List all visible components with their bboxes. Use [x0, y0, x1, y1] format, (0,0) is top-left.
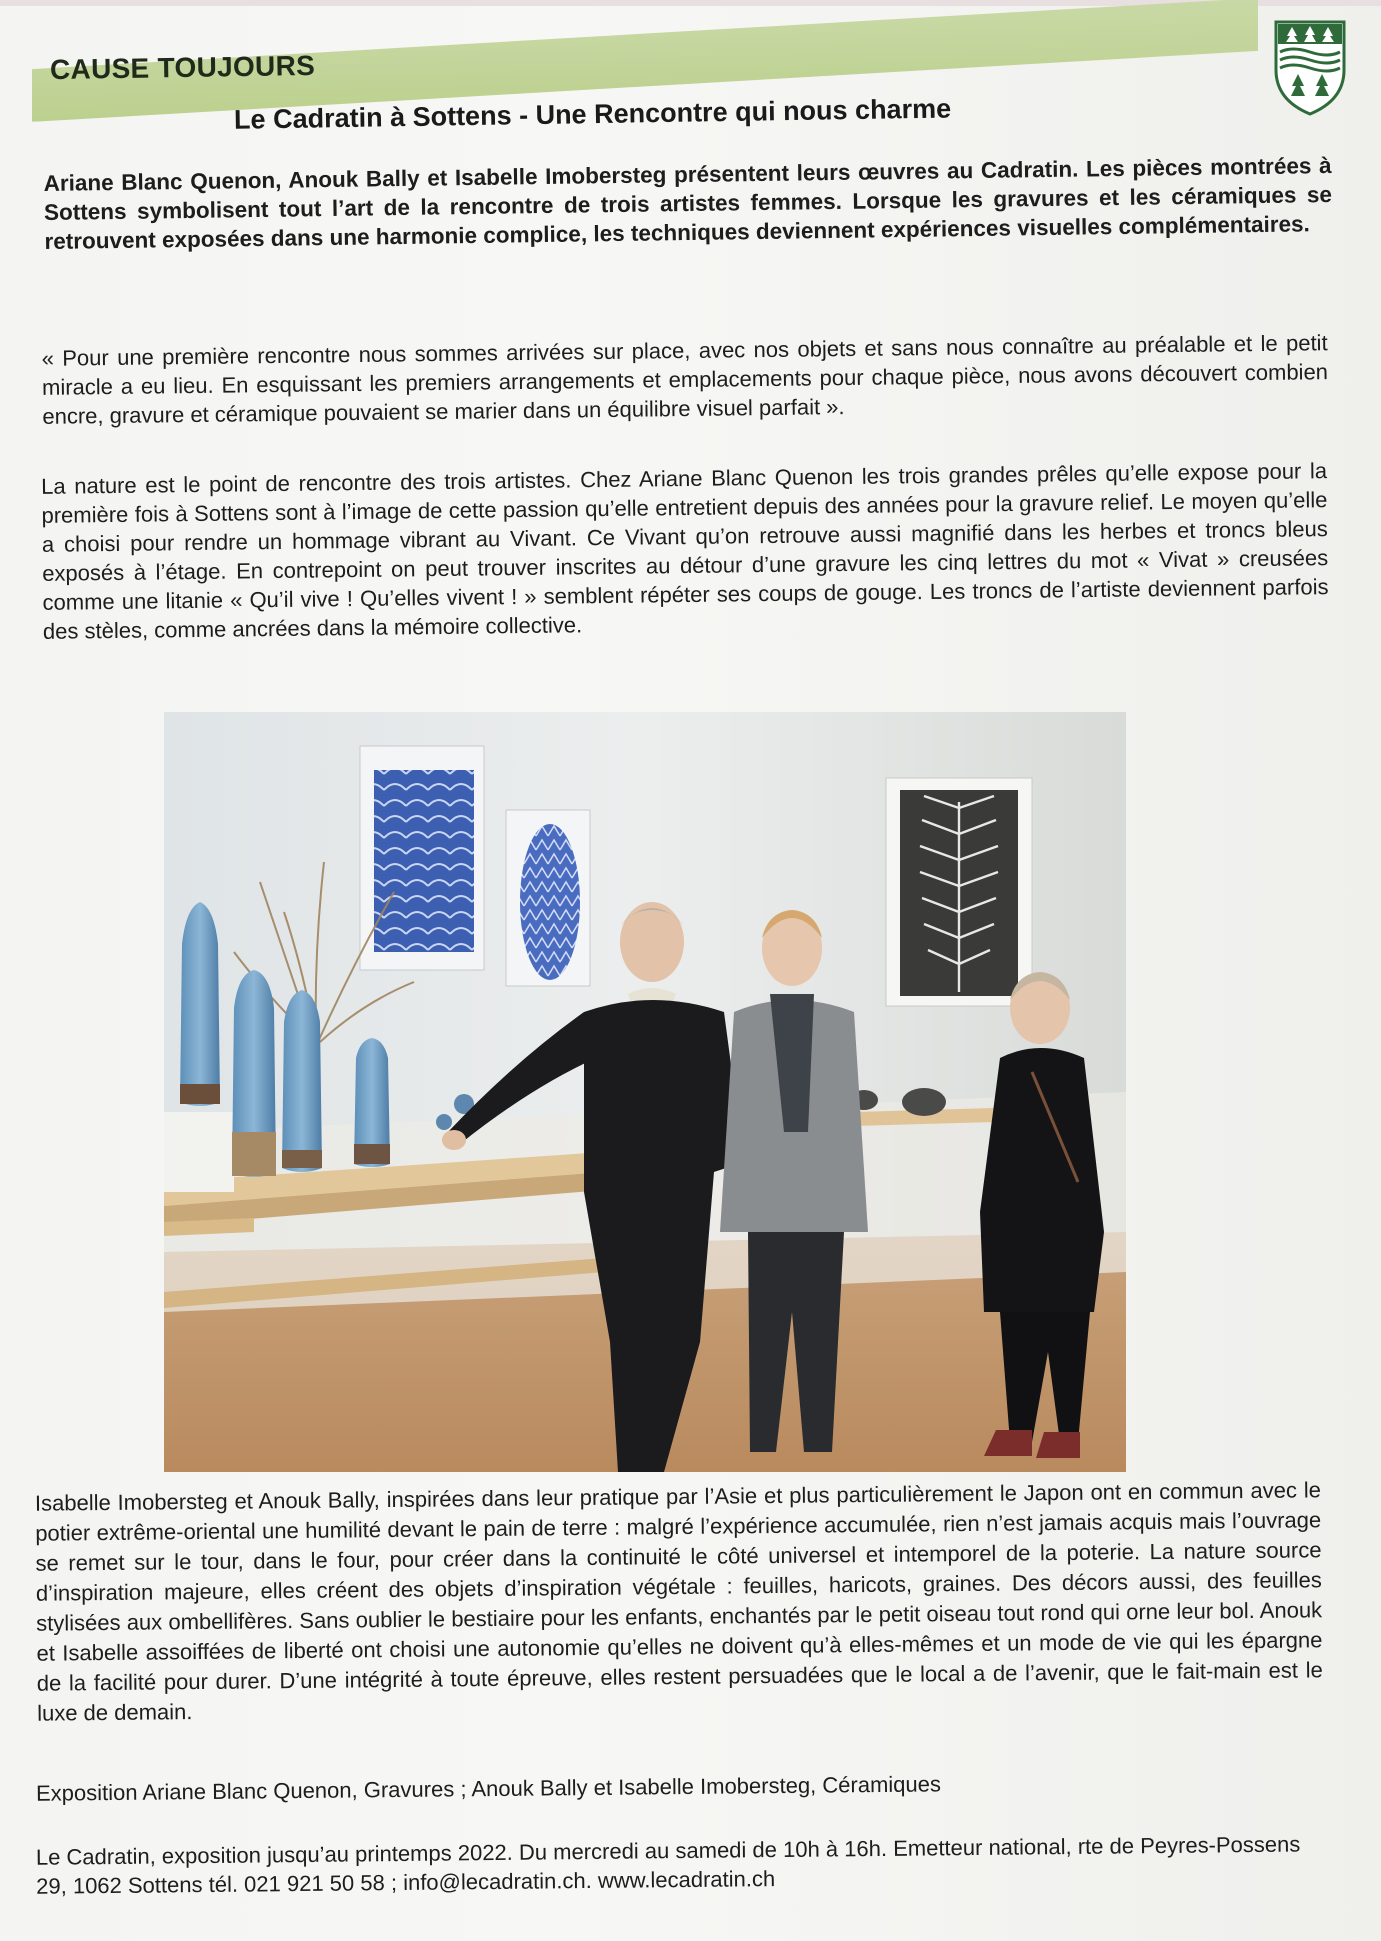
exhibition-photo [164, 712, 1126, 1472]
municipal-crest-icon [1272, 18, 1348, 116]
article-title: Le Cadratin à Sottens - Une Rencontre qui nous charme [233, 93, 952, 135]
section-label: CAUSE TOUJOURS [49, 49, 316, 86]
contact-line: Le Cadratin, exposition jusqu’au printemps 2022. Du mercredi au samedi de 10h à 16h. Emetteur national, rte de Peyres-Possens 29, 1062 Sottens tél. 021 921 50 58 ; info@lecadratin.ch. www.lecadratin.ch [35, 1831, 1301, 1899]
body-paragraph-1: « Pour une première rencontre nous sommes arrivées sur place, avec nos objets et sans nous connaître au préalable et le petit miracle a eu lieu. En esquissant les premiers arrangements et emplacements pour chaque pièce, nous avons découvert combien encre, gravure et céramique pouvaient se marier dans un équilibre visuel parfait ». [41, 330, 1329, 429]
lead-paragraph: Ariane Blanc Quenon, Anouk Bally et Isabelle Imobersteg présentent leurs œuvres au Cadratin. Les pièces montrées à Sottens symbolisent tout l’art de la rencontre de trois artistes femmes. Lorsque les gravures et les céramiques se retrouvent exposées dans une harmonie complice, les techniques deviennent expériences visuelles complémentaires. [43, 153, 1333, 254]
exhibition-line: Exposition Ariane Blanc Quenon, Gravures ; Anouk Bally et Isabelle Imobersteg, Céramiques [35, 1771, 942, 1806]
body-paragraph-2: La nature est le point de rencontre des trois artistes. Chez Ariane Blanc Quenon les trois grandes prêles qu’elle expose pour la première fois à Sottens sont à l’image de cette passion qu’elle entretient depuis des années pour la gravure relief. Le moyen qu’elle a choisi pour rendre un hommage vibrant au Vivant. Ce Vivant qu’on retrouve aussi magnifié dans les herbes et troncs bleus exposés à l’étage. En contrepoint on peut trouver inscrites au détour d’une gravure les cinq lettres du mot « Vivat » creusées comme une litanie « Qu’il vive ! Qu’elles vivent ! » semblent répéter ses coups de gouge. Les troncs de l’artiste deviennent parfois des stèles, comme ancrées dans la mémoire collective. [41, 458, 1329, 644]
body-paragraph-3: Isabelle Imobersteg et Anouk Bally, inspirées dans leur pratique par l’Asie et plus particulièrement le Japon ont en commun avec le potier extrême-oriental une humilité devant le pain de terre : malgré l’expérience accumulée, rien n’est jamais acquis mais l’ouvrage se remet sur le tour, dans le four, pour créer dans la continuité le côté universel et intemporel de la poterie. La nature source d’inspiration majeure, elles créent des objets d’inspiration végétale : feuilles, haricots, graines. Des décors aussi, des feuilles stylisées aux ombellifères. Sans oublier le bestiaire pour les enfants, enchantés par le petit oiseau tout rond qui orne leur bol. Anouk et Isabelle assoiffées de liberté ont choisi une autonomie qu’elles ne doivent qu’à elles-mêmes et un mode de vie qui les épargne de la facilité pour durer. D’une intégrité à toute épreuve, elles restent persuadées que le local a de l’avenir, que le fait-main est le luxe de demain. [34, 1477, 1323, 1726]
